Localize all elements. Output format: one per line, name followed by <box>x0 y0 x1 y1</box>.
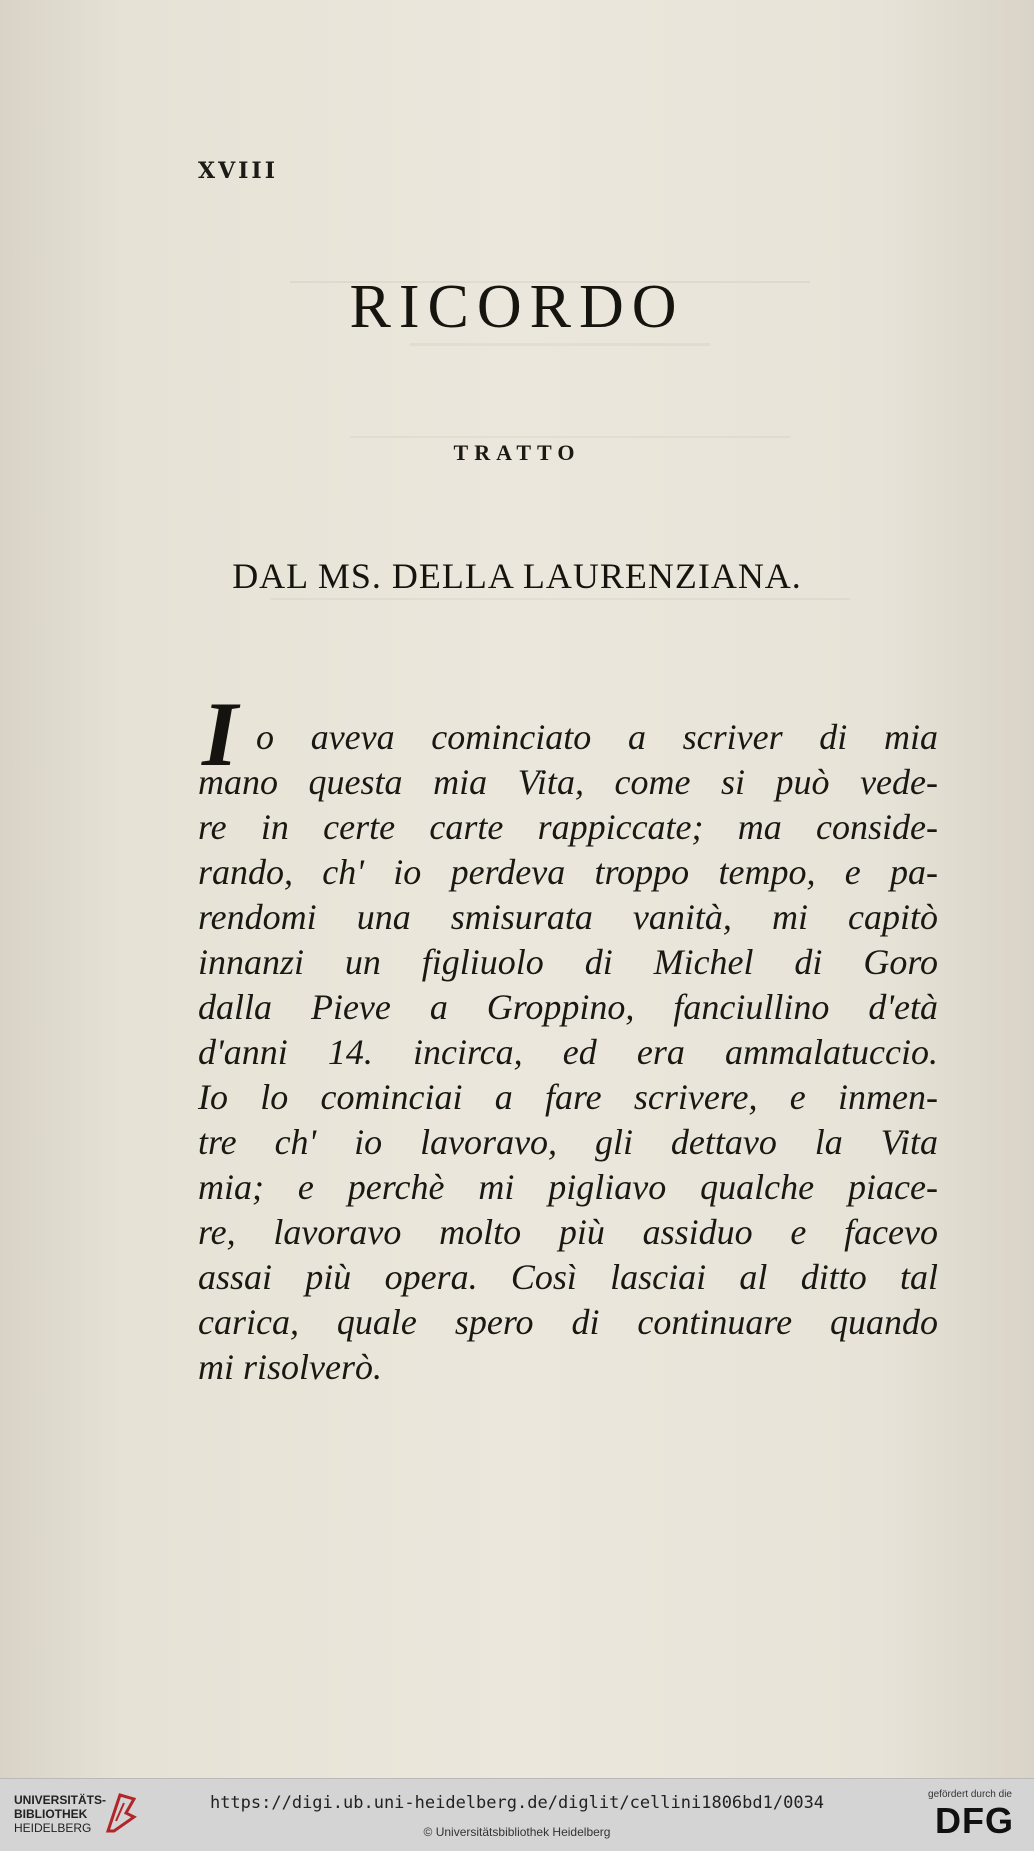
funding-caption: gefördert durch die <box>928 1789 1012 1800</box>
text-line: innanzi un figliuolo di Michel di Goro <box>198 942 938 982</box>
subtitle-tratto: TRATTO <box>453 440 581 465</box>
permalink-url[interactable]: https://digi.ub.uni-heidelberg.de/diglit/cellini1806bd1/0034 <box>209 1793 825 1813</box>
text-line: assai più opera. Così lasciai al ditto tal <box>198 1257 938 1297</box>
page-title: RICORDO <box>349 273 685 341</box>
subtitle-source: DAL MS. DELLA LAURENZIANA. <box>232 556 802 596</box>
library-name-line: UNIVERSITÄTS- <box>14 1793 107 1807</box>
text-line: re in certe carte rappiccate; ma conside- <box>198 807 938 847</box>
library-name-line: BIBLIOTHEK <box>14 1807 88 1821</box>
dfg-logo[interactable]: DFG <box>935 1800 1014 1841</box>
text-line: mia; e perchè mi pigliavo qualche piace- <box>198 1167 938 1207</box>
text-line: dalla Pieve a Groppino, fanciullino d'età <box>198 987 938 1027</box>
text-line: d'anni 14. incirca, ed era ammalatuccio. <box>198 1032 938 1072</box>
text-line: Io lo cominciai a fare scrivere, e inmen- <box>198 1077 938 1117</box>
body-paragraph <box>198 715 938 1390</box>
drop-cap: I <box>202 683 238 785</box>
text-line: tre ch' io lavoravo, gli dettavo la Vita <box>198 1122 938 1162</box>
text-line: re, lavoravo molto più assiduo e facevo <box>198 1212 938 1252</box>
text-line: mano questa mia Vita, come si può vede- <box>198 762 938 802</box>
text-line: rendomi una smisurata vanità, mi capitò <box>198 897 938 937</box>
text-line: mi risolverò. <box>198 1347 382 1387</box>
library-name-line: HEIDELBERG <box>14 1821 92 1835</box>
viewer-footer <box>0 1778 1034 1851</box>
text-line: o aveva cominciato a scriver di mia <box>256 717 938 757</box>
copyright-notice: © Universitätsbibliothek Heidelberg <box>423 1825 611 1839</box>
text-line: carica, quale spero di continuare quando <box>198 1302 938 1342</box>
text-line: rando, ch' io perdeva troppo tempo, e pa- <box>198 852 938 892</box>
page-folio: XVIII <box>198 158 279 184</box>
